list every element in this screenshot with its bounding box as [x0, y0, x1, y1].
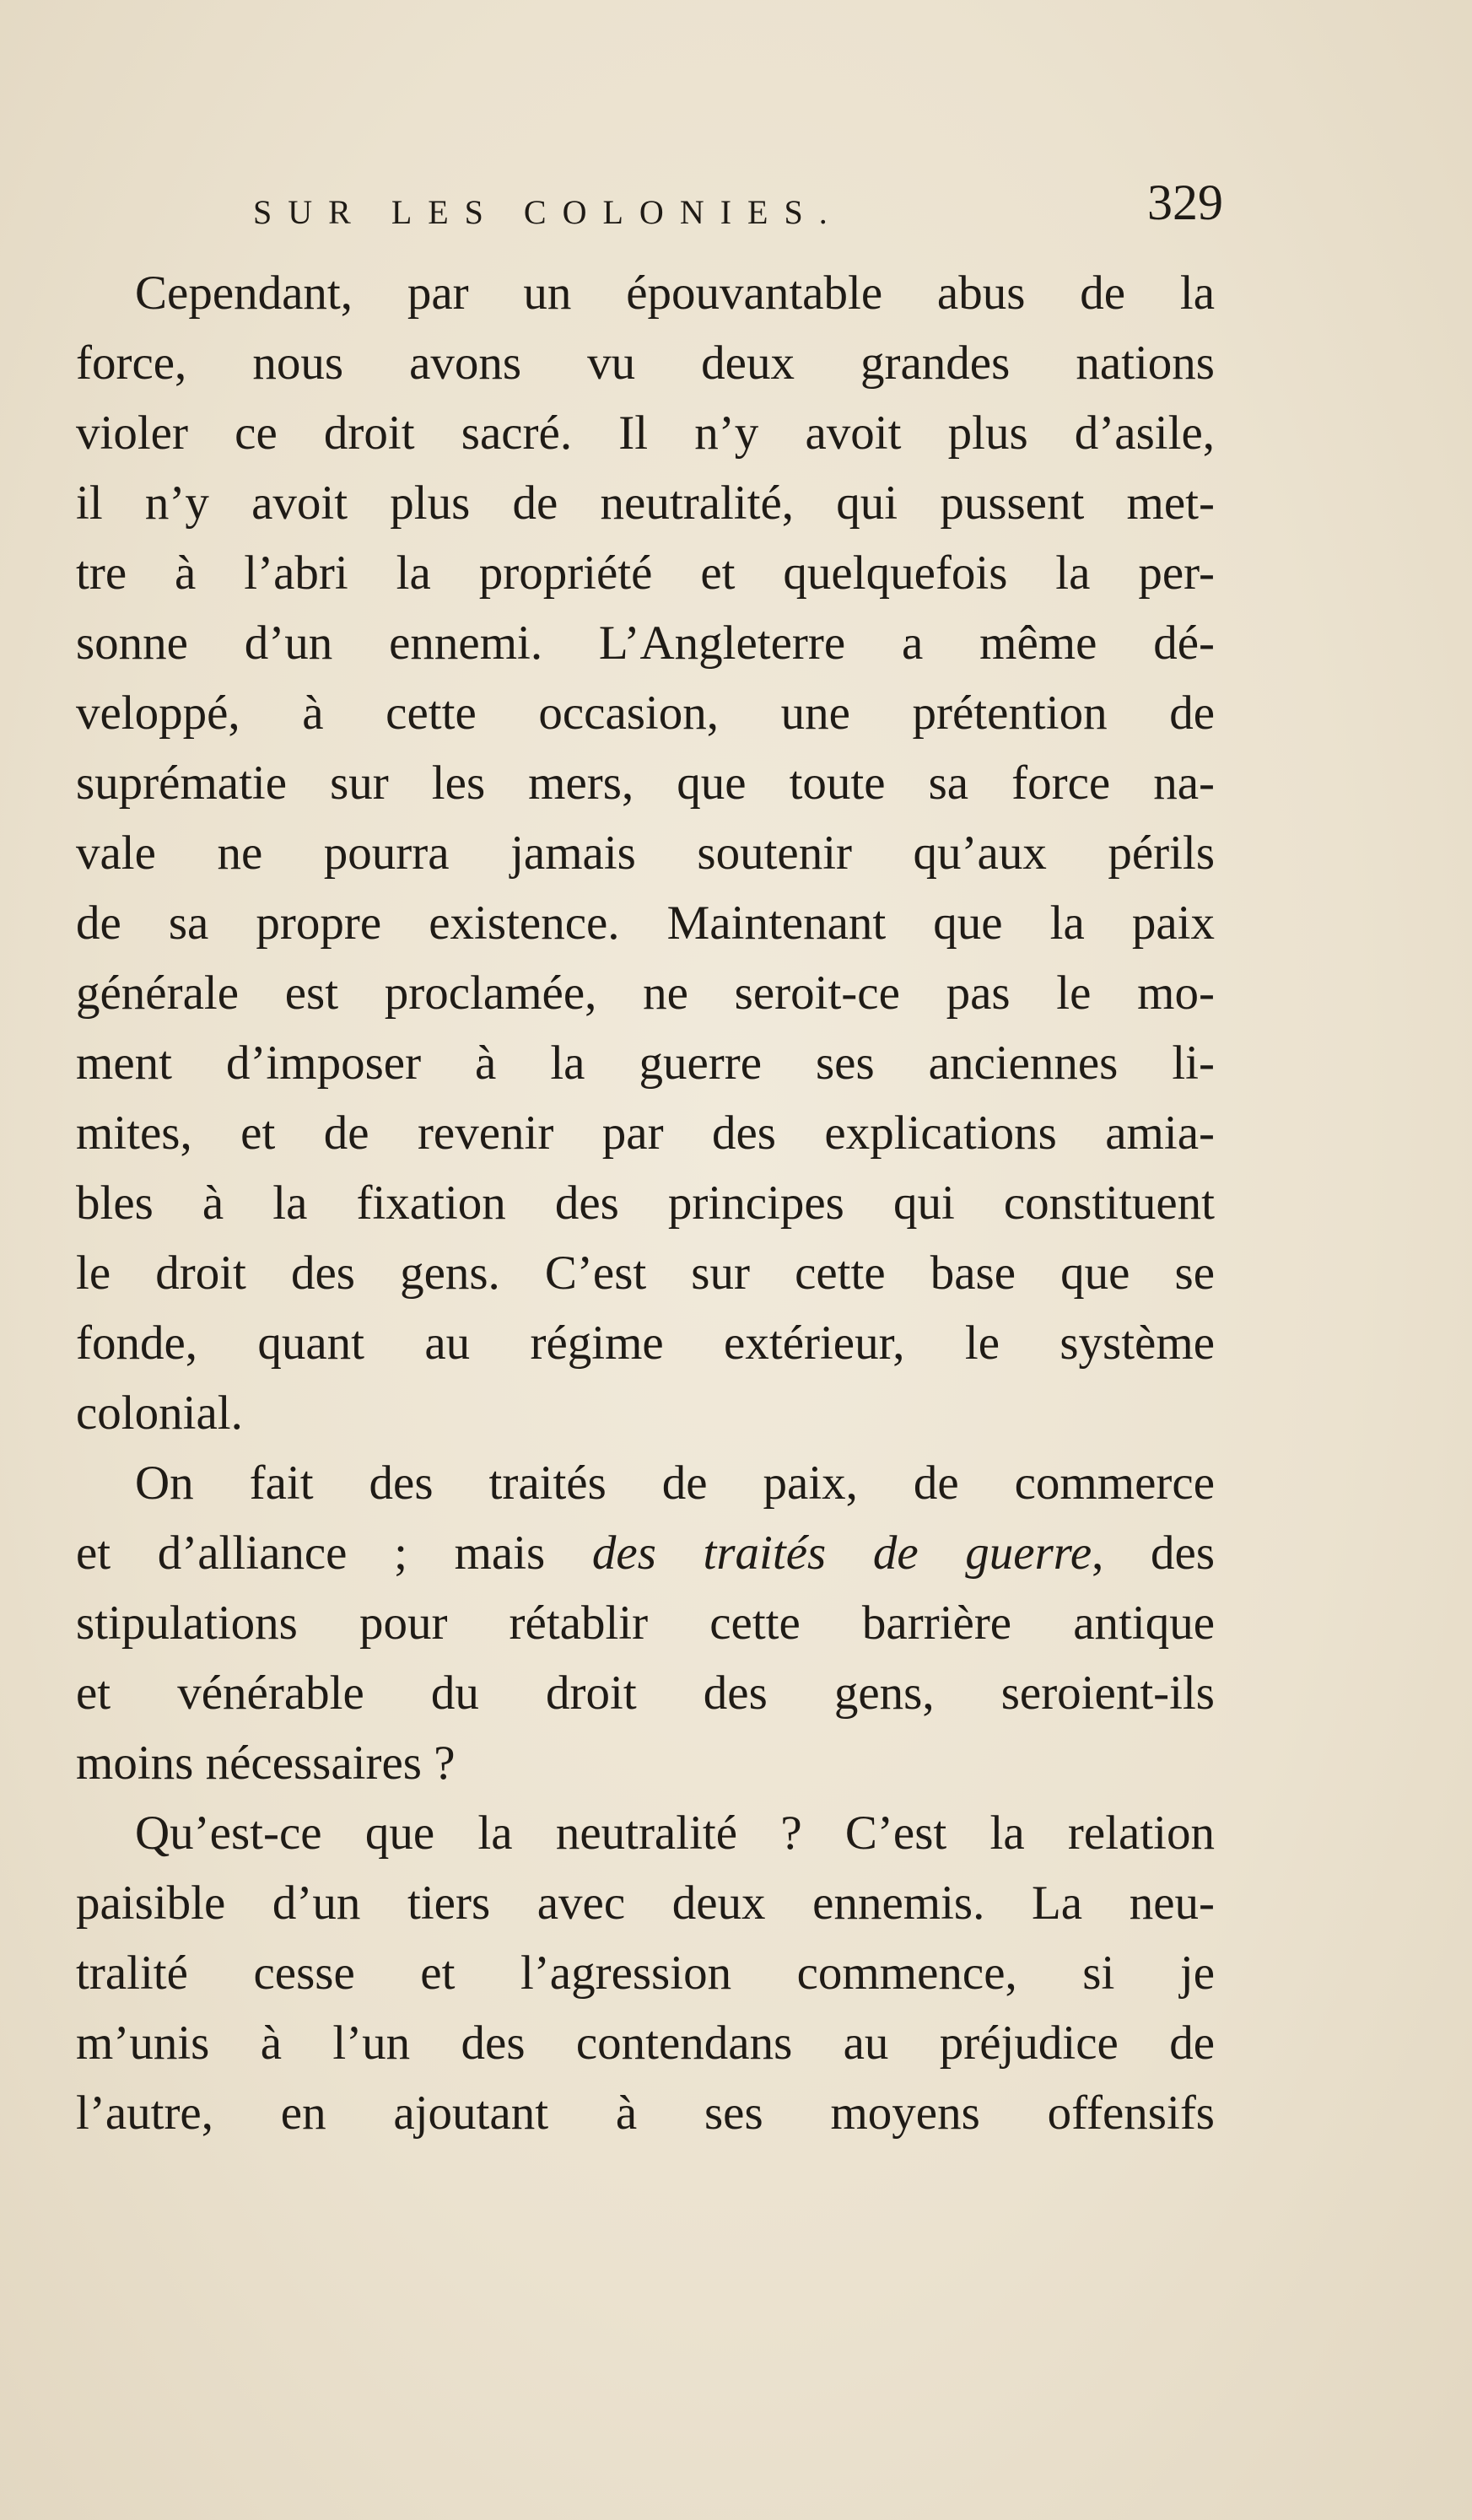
italic-phrase: des traités de guerre	[591, 1527, 1092, 1580]
text-line: force, nous avons vu deux grandes nations	[76, 337, 1215, 390]
paragraph-1	[76, 258, 1215, 1448]
page-number: 329	[1147, 175, 1223, 230]
text-line: mites, et de revenir par des explications amia-	[76, 1107, 1215, 1160]
text-line: tre à l’abri la propriété et quelquefois la per-	[76, 547, 1215, 600]
body-text	[76, 258, 1215, 2148]
text-line: et vénérable du droit des gens, seroient-ils	[76, 1667, 1215, 1720]
text-line	[76, 1518, 1215, 1588]
text-line: m’unis à l’un des contendans au préjudice de	[76, 2017, 1215, 2070]
text-line: ment d’imposer à la guerre ses anciennes li-	[76, 1037, 1215, 1090]
text-line: générale est proclamée, ne seroit-ce pas le mo-	[76, 967, 1215, 1020]
text-line: paisible d’un tiers avec deux ennemis. La neu-	[76, 1877, 1215, 1930]
text-line: vale ne pourra jamais soutenir qu’aux périls	[76, 827, 1215, 880]
running-title: SUR LES COLONIES.	[253, 193, 844, 231]
text-line: bles à la fixation des principes qui constituent	[76, 1177, 1215, 1230]
text-line: le droit des gens. C’est sur cette base que se	[76, 1247, 1215, 1300]
text-line: violer ce droit sacré. Il n’y avoit plus d’asile,	[76, 407, 1215, 460]
text-line: fonde, quant au régime extérieur, le système	[76, 1317, 1215, 1370]
text-line: veloppé, à cette occasion, une prétention de	[76, 687, 1215, 740]
page-header	[253, 169, 1223, 245]
text-line: sonne d’un ennemi. L’Angleterre a même dé-	[76, 617, 1215, 670]
text-line: il n’y avoit plus de neutralité, qui pussent met-	[76, 477, 1215, 530]
text-segment: , des	[1092, 1527, 1215, 1580]
text-line: tralité cesse et l’agression commence, si je	[76, 1947, 1215, 2000]
paragraph-2	[76, 1448, 1215, 1798]
text-line: On fait des traités de paix, de commerce	[135, 1457, 1215, 1510]
text-line: l’autre, en ajoutant à ses moyens offensifs	[76, 2087, 1215, 2140]
text-line: Cependant, par un épouvantable abus de la	[135, 267, 1215, 320]
paragraph-3	[76, 1798, 1215, 2148]
text-line: suprématie sur les mers, que toute sa force na-	[76, 757, 1215, 810]
text-segment: et d’alliance ; mais	[76, 1527, 592, 1580]
text-line: moins nécessaires ?	[76, 1737, 456, 1790]
text-line: colonial.	[76, 1387, 243, 1440]
text-line: de sa propre existence. Maintenant que la paix	[76, 897, 1215, 950]
text-line: stipulations pour rétablir cette barrière antique	[76, 1597, 1215, 1650]
text-line: Qu’est-ce que la neutralité ? C’est la relation	[135, 1807, 1215, 1860]
